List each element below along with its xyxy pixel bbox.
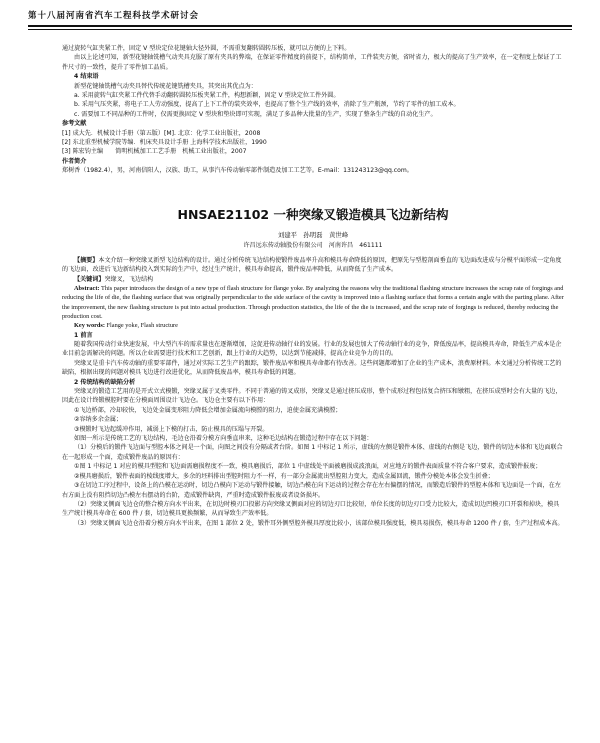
section-2-para-2: 如图一所示是传统工艺的飞边结构，毛边仓沿着分模方向垂直串来，这种毛边结构在锻造过程中存在以下问题： <box>74 435 373 443</box>
prev-intro-line-2: 由以上论述可知，新型花键轴铣槽气动夹具克服了原有夹具的弊端，在保证零件精度的前提下，结构简单，工件装夹方便，省时省力，极大的提高了生产效率，在一定程度上保证了工件尺寸的一致性，提升了零件加工品质。 <box>62 54 562 71</box>
keywords-en-label: Key words: <box>74 322 105 330</box>
section-2-para-1: 突缘叉的锻造工艺用的是开式立式模锻，突缘叉属于叉类零件。不同于普通的铸叉成形，突缘叉是通过挤压成形，整个成形过程包括复合挤压和镦粗，在挤压成型时会有大量的飞边，因此在设计终锻模腔时要在分模面周围设计飞边仓。飞边仓主要有以下作用： <box>62 388 562 405</box>
section-2-problem-1c: ③在切边工序过程中，设备上的凸模在运动时，切边凸模向下运动与锻件接触，切边凸模在向下运动的过程会存在左右偏摆的情况，而锻造后锻件的型腔本体和飞边面是一个面，在左右方面上没有阻挡切边凸模左右摆动的台阶，造成锻件缺肉，严重时造成锻件报废或者设备损坏。 <box>62 482 561 499</box>
conclusion-item-a: a. 采用旋转气缸夹紧工件代替手动翻转圆转压板夹紧工件，构想新颖，固定 V 型块定位工件外圆。 <box>74 92 340 100</box>
section-2-problem-3: （3）突缘叉侧面飞边仓沿着分模方向水平出来，在图 1 部位 2 处，锻件耳外侧型腔外模具厚度比较小，该部位模具强度低，模具易损伤，模具寿命 1200 件 / 套，生产过程成本高。 <box>74 519 564 527</box>
author-intro-heading: 作者简介 <box>62 157 87 165</box>
conclusion-item-c: c. 需要加工不同品种的工件时，仅需更换固定 V 型块和垫块即可实现，满足了多品种大批量的生产，实现了整条生产线的自动化生产。 <box>74 110 437 118</box>
abstract-cn-text: 本文介绍一种突缘叉新型飞边结构的设计。通过分析传统飞边结构使锻件废品率升高和模具寿命降低的原因，把原先与型腔剖面垂直的飞边面改进成与分模平面形成一定角度的飞边面，改进后飞边新结构投入到实际的生产中，经过生产统计，模具寿命提高，锻件废品率降低，从而降低了生产成本。 <box>62 256 562 274</box>
abstract-en-label: Abstract: <box>74 285 100 293</box>
abstract-cn-label: 【摘要】 <box>74 256 99 264</box>
section-2-problem-1a: ①图 1 中标记 1 对应的模具型腔和飞边面需磨损程度不一致，模具磨损后，部位 1 中虚线处平面被磨损成波浪面，对应地方的锻件表面质量不符合客户要求，造成锻件报废； <box>74 463 542 471</box>
keywords-cn <box>62 275 564 284</box>
header-rule-thick <box>28 25 572 27</box>
running-header: 第十八届河南省汽车工程科技学术研讨会 <box>28 11 200 21</box>
keywords-cn-label: 【关键词】 <box>74 275 105 283</box>
header-rule-thin <box>28 29 572 30</box>
section-2-problem-1b: ②模具磨损后，锻件表面的棱线度增大，多余的坯料排出型腔时阻力不一样，有一部分金属流出型腔阻力变大，造成金属回流，锻件分模处本体会发生折叠； <box>74 472 494 480</box>
abstract-en <box>62 284 564 321</box>
keywords-cn-text: 突缘叉，飞边结构 <box>104 275 154 283</box>
section-2-item-1: ①飞边桥部，冷却较快，飞边处金属变形阻力降低会增加金属流向模膛的阻力，迫使金属充满模膛； <box>74 406 342 414</box>
abstract-en-text: This paper introduces the design of a new type of flash structure for flange yoke. By analyzing the reasons why the traditional flashing structure increases the scrap rate of forgings and reducing the life of die, the flashing surface that was originally perpendicular to the side surface of the cavity is improved into a flashing surface that forms a certain angle with the parting plane. After the improvement, the new flashing structure is put into actual production. Through production statistics, the life of the die is increased, and the scrap rate of forgings is reduced, thereby reducing the production cost. <box>62 285 564 321</box>
author-intro: 郑树香（1982.4），男，河南信阳人，汉族、助工，从事汽车传动轴零部件制造及加工工艺等。E-mail：131243123@qq.com。 <box>62 167 413 175</box>
section-2-problem-1: （1）分模后的锻件飞边面与型腔本体之间是一个面，向图之间没有分隔或者台阶。如图 1 中标记 1 所示，虚线的左侧是锻件本体、虚线的右侧是飞边，锻件的切边本体和飞边面联合在一起形成一个面，造成锻件废品的原因有： <box>62 444 563 461</box>
article-affiliation: 许昌远东传动轴股份有限公司 河南许昌 461111 <box>243 241 383 249</box>
conclusion-heading: 4 结束语 <box>74 73 99 81</box>
page-body <box>62 44 564 528</box>
section-2-item-3: ③模锻时飞边起缓冲作用，减弱上下模的打击，防止模具的压塌与开裂。 <box>74 425 269 433</box>
reference-1: [1] 成大先．机械设计手册（第五版）[M]. 北京：化学工业出版社，2008 <box>62 129 261 137</box>
keywords-en <box>62 321 564 330</box>
section-1-para-2: 突缘叉是重卡汽车传动轴的重要零部件，通过对实际工艺生产的跟踪，锻件废品率和模具寿命都有待改善。这些问题都增加了企业的生产成本，浪费原材料。本文通过分析传统工艺的缺陷，根据出现的问题对模具飞边进行改进优化，从而降低废品率，模具寿命低的问题。 <box>62 359 562 377</box>
references-heading: 参考文献 <box>62 120 87 128</box>
article-authors: 刘建平 孙明磊 黄世峰 <box>277 231 349 240</box>
reference-3: [3] 陈宏钧主编 简明机械加工工艺手册 机械工业出版社，2007 <box>62 148 247 156</box>
article-title: HNSAE21102 一种突缘叉锻造模具飞边新结构 <box>177 206 449 222</box>
conclusion-item-b: b. 采用气压夹紧，将电子工人劳动强度，提高了上下工件的装夹效率，也提高了整个生产线的效率，消除了生产瓶颈，节约了零件的加工成本。 <box>74 101 460 109</box>
section-1-para-1: 随着我国传动行业快速发展，中大型汽车的需求量也在逐渐增加，这促进传动轴行业的发展。行业的发展也加大了传动轴行业的竞争，降低废品率，提高模具寿命，降低生产成本是企业目前急需解决的问题。所以企业需要进行技术和工艺创新，跟上行业的大趋势，以达到节能减排，提高企业竞争力的目的。 <box>62 341 562 358</box>
section-2-problem-2: （2）突缘叉侧面飞边仓的整合模方向水平出来，在切边时模刃口投影方向突缘叉侧面对应的切边刃口比较短，单位长度的切边刃口受力比较大，造成切边凹模刃口开裂和掉块，模具生产统计模具寿命在 600 件 / 套，切边模具更换频繁，从而导致生产效率低。 <box>62 500 560 518</box>
section-2-item-2: ②容纳多余金属； <box>74 416 123 424</box>
prev-intro-line-1: 通过旋转气缸夹紧工件，固定 V 型块定位花键轴大径外圆，不需重复翻转圆转压板，就可以方便的上下料。 <box>62 45 351 52</box>
keywords-en-text: Flange yoke, Flash structure <box>106 322 178 330</box>
conclusion-intro: 新型花键轴铣槽气动夹具替代传统花键铣槽夹具，其突出其优点为： <box>74 82 257 90</box>
abstract-cn <box>62 256 564 275</box>
section-1-heading: 1 前言 <box>74 331 93 339</box>
reference-2: [2] 东北重型机械学院等编．机床夹具设计手册 上海科学技术出版社，1990 <box>62 139 267 147</box>
section-2-heading: 2 传统结构的缺陷分析 <box>74 378 136 386</box>
